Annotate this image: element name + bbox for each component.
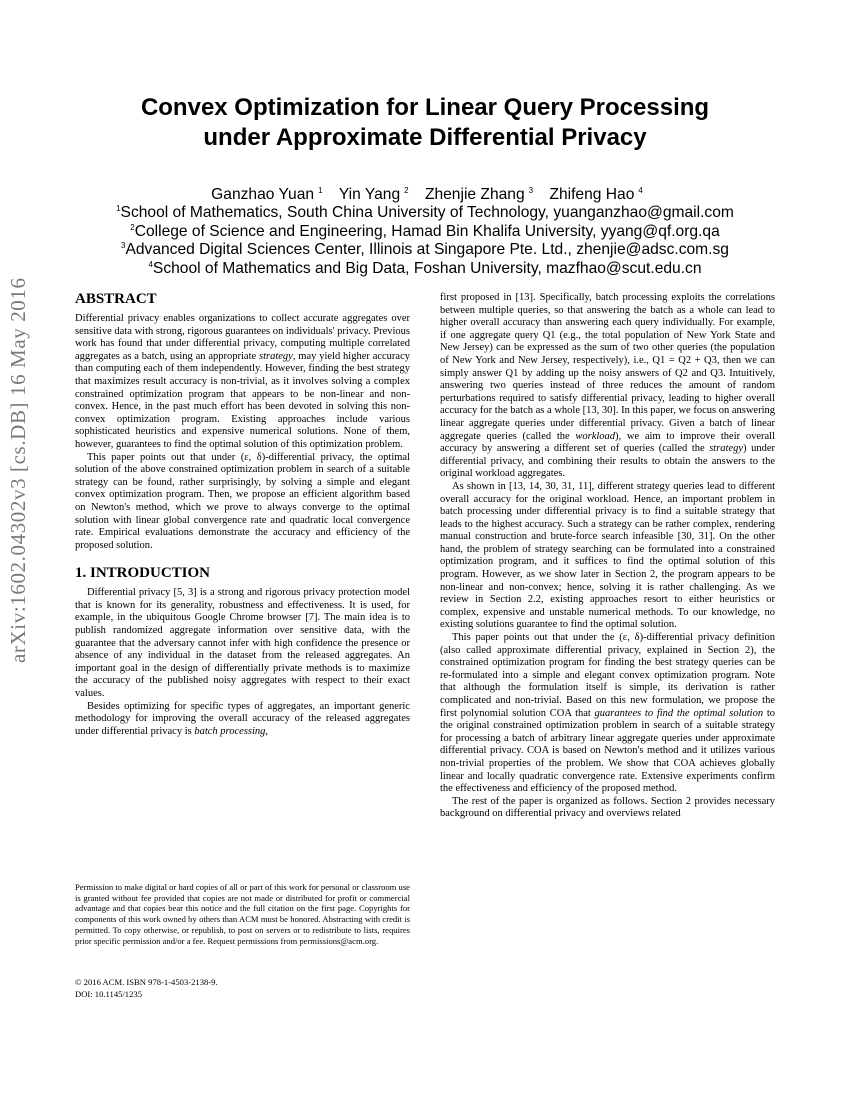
author: Ganzhao Yuan $^1$ (211, 185, 323, 203)
doi-line: DOI: 10.1145/1235 (75, 989, 142, 999)
right-column (440, 292, 775, 821)
affiliation: $^3$Advanced Digital Sciences Center, Illinois at Singapore Pte. Ltd., zhenjie@adsc.com.sg (121, 241, 729, 259)
permission-footnote: Permission to make digital or hard copies of all or part of this work for personal or classroom use is granted without fee provided that copies are not made or distributed for profit or commercial advantage and that copies bear this notice and the full citation on the first page. Copyrights for components of this work owned by others than ACM must be honored. Abstracting with credit is permitted. To copy otherwise, or republish, to post on servers or to redistribute to lists, requires prior specific permission and/or a fee. Request permissions from permissions@acm.org. (75, 882, 410, 946)
author-names (60, 186, 790, 204)
affiliation: $^1$School of Mathematics, South China University of Technology, yuanganzhao@gmail.com (116, 204, 734, 222)
paper-title (100, 93, 750, 153)
introduction-heading: 1. INTRODUCTION (75, 565, 211, 582)
body-paragraph: This paper points out that under the (ε, δ)-differential privacy definition (also called approximate differential privacy, explained in Section 2), the constrained optimization program for finding the best strategy queries can be re-formulated into a simple and elegant convex optimization program. Note that although the formulation itself is simple, its derivation is rather complicated and non-trivial. Based on this new formulation, we propose the first polynomial solution COA that guarantees to find the optimal solution to the original constrained optimization problem in search of a suitable strategy for processing a batch of arbitrary linear aggregate queries under approximate differential privacy. COA is based on Newton's method and it utilizes various non-trivial properties of the problem. We show that COA achieves globally linear and locally quadratic convergence rate. Extensive experiments confirm the effectiveness and efficiency of the proposed method. (440, 632, 775, 795)
title-line-1: Convex Optimization for Linear Query Processing (140, 94, 710, 121)
affiliation: $^4$School of Mathematics and Big Data, Foshan University, mazfhao@scut.edu.cn (148, 259, 702, 277)
arxiv-identifier: arXiv:1602.04302v3 [cs.DB] 16 May 2016 (6, 277, 30, 663)
author: Yin Yang $^2$ (338, 185, 409, 203)
body-paragraph: Differential privacy [5, 3] is a strong and rigorous privacy protection model that is known for its generality, robustness and effectiveness. It is used, for example, in the ubiquitous Google Chrome browser [7]. The main idea is to publish randomized aggregate information over sensitive data, with the guarantee that the adversary cannot infer with high confidence the presence or absence of any individual in the dataset from the released aggregates. An important goal in the design of differentially private methods is to maximize the accuracy of the published noisy aggregates with respect to their exact values. (75, 587, 410, 700)
body-paragraph: Besides optimizing for specific types of aggregates, an important generic methodology for improving the overall accuracy of the released aggregates under differential privacy is batch processing, (75, 700, 410, 737)
author-block (60, 186, 790, 278)
author: Zhifeng Hao $^4$ (549, 185, 643, 203)
copyright-line: © 2016 ACM. ISBN 978-1-4503-2138-9. (75, 977, 218, 987)
body-paragraph: first proposed in [13]. Specifically, batch processing exploits the correlations between multiple queries, so that answering the batch as a whole can lead to higher overall accuracy than answering each query individually. For example, if one aggregate query Q1 (e.g., the total population of New York State and New Jersey) can be expressed as the sum of two other queries (the population of New York and New Jersey, respectively), i.e., Q1 = Q2 + Q3, then we can simply answer Q1 by adding up the noisy answers of Q2 and Q3. Intuitively, answering two queries instead of three reduces the amount of random perturbations required to satisfy differential privacy, leading to higher overall accuracy for the batch as a whole [13, 30]. In this paper, we focus on answering linear aggregate queries under differential privacy. Given a batch of linear aggregate queries (called the workload), we aim to improve their overall accuracy by answering a different set of queries (called the strategy) under differential privacy, and combining their results to obtain the answers to the original workload aggregates. (440, 292, 775, 480)
abstract-heading: ABSTRACT (75, 291, 157, 307)
abstract-paragraph: This paper points out that under (ε, δ)-differential privacy, the optimal solution of the above constrained optimization problem in search of a suitable strategy can be found, rather surprisingly, by solving a simple and elegant convex optimization program. Then, we propose an efficient algorithm based on Newton's method, which we prove to always converge to the optimal solution with linear global convergence rate and quadratic local convergence rate. Empirical evaluations demonstrate the accuracy and efficiency of the proposed solution. (75, 451, 410, 551)
affiliation: $^2$College of Science and Engineering, Hamad Bin Khalifa University, yyang@qf.org.qa (130, 222, 720, 240)
body-paragraph: As shown in [13, 14, 30, 31, 11], different strategy queries lead to different overall accuracy for the original workload. Hence, an important problem in batch processing under differential privacy is to find a suitable strategy that leads to the highest accuracy. Such a strategy can be rather complex, rendering manual construction and brute-force search infeasible [30, 31]. On the other hand, the problem of strategy searching can be formulated into a constrained optimization program, and it suffices to find the optimal solution of this program. However, as we show later in Section 2, the program appears to be non-linear and non-convex; hence, solving it is rather challenging. As we review in Section 2.2, existing approaches resort to either heuristics or complex, expensive and unstable numerical methods. To our knowledge, no existing solutions guarantee to find the optimal solution. (440, 480, 775, 631)
left-column (75, 290, 410, 738)
abstract-paragraph: Differential privacy enables organizations to collect accurate aggregates over sensitive data with strong, rigorous guarantees on individuals' privacy. Previous work has found that under differential privacy, computing multiple correlated aggregates as a batch, using an appropriate strategy, may yield higher accuracy than computing each of them independently. However, finding the best strategy that maximizes result accuracy is non-trivial, as it involves solving a complex constrained optimization program that appears to be non-linear and non-convex. Hence, in the past much effort has been devoted in solving this non-convex optimization program. Existing approaches include various sophisticated heuristics and expensive numerical solutions. None of them, however, guarantees to find the optimal solution of this optimization problem. (75, 313, 410, 450)
copyright-block (75, 976, 410, 1000)
body-paragraph: The rest of the paper is organized as follows. Section 2 provides necessary background on differential privacy and overviews related (440, 795, 775, 820)
title-line-2: under Approximate Differential Privacy (203, 124, 647, 151)
author: Zhenjie Zhang $^3$ (424, 185, 534, 203)
